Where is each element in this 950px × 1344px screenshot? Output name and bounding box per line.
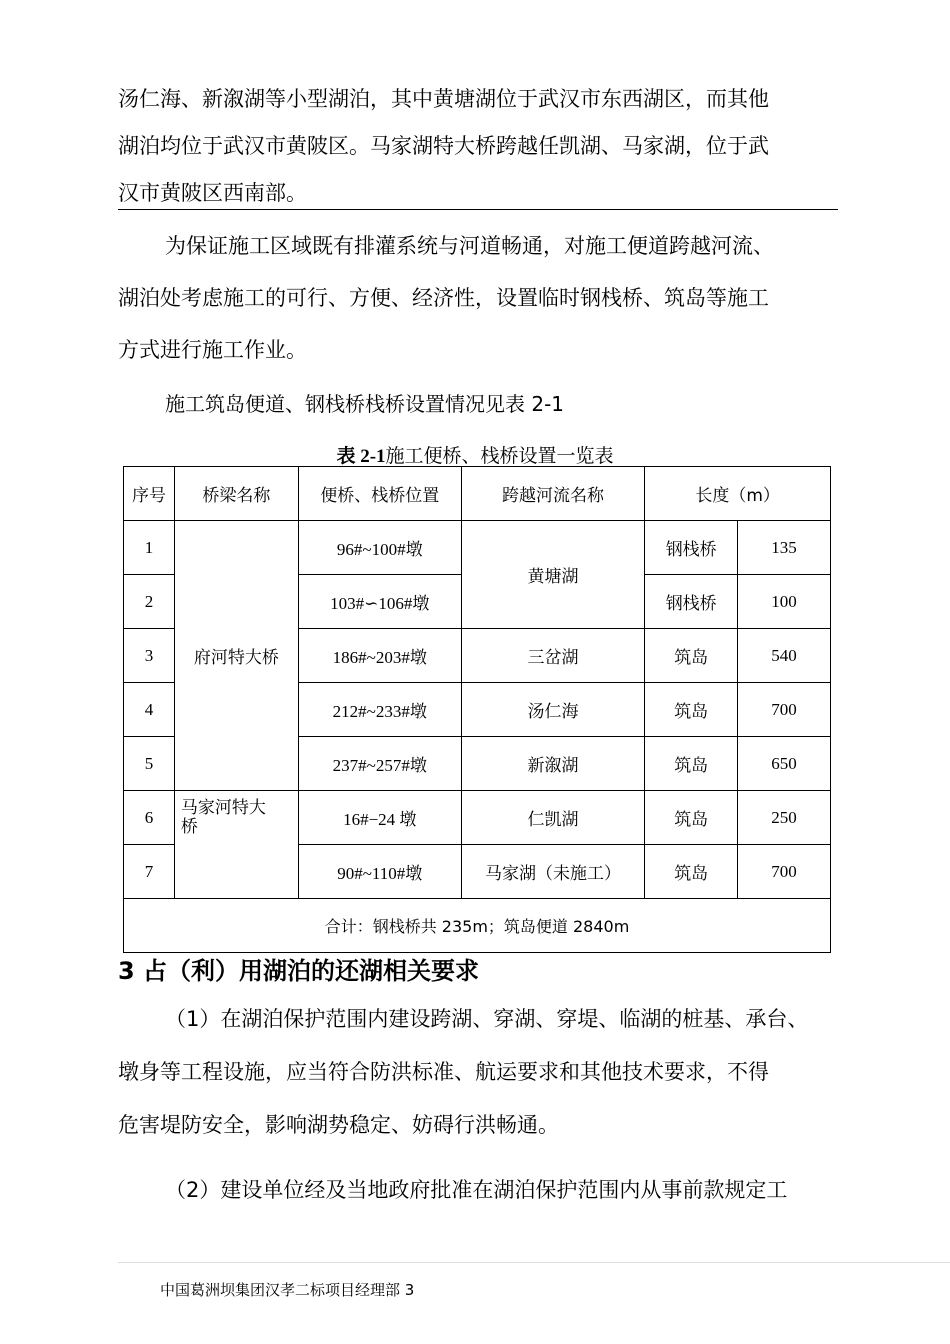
header-length: 长度（m） [645,467,831,521]
cell-bridge-majia [174,791,298,845]
para2-line-1: 为保证施工区域既有排灌系统与河道畅通，对施工便道跨越河流、 [165,234,774,258]
table-row [124,521,831,575]
intro-line-1: 汤仁海、新溆湖等小型湖泊，其中黄塘湖位于武汉市东西湖区，而其他 [118,87,769,111]
cell-river: 马家湖（未施工） [461,845,645,899]
cell-no: 7 [124,845,175,899]
cell-position: 16#−24 墩 [298,791,461,845]
cell-length: 100 [738,575,831,629]
section-heading: 3 占（利）用湖泊的还湖相关要求 [118,957,480,985]
cell-bridge-empty [174,845,298,899]
cell-length: 250 [738,791,831,845]
cell-river: 仁凯湖 [461,791,645,845]
table-header-row [124,467,831,521]
cell-type: 筑岛 [645,845,738,899]
cell-type: 筑岛 [645,791,738,845]
table-caption [0,441,950,468]
cell-type: 钢栈桥 [645,521,738,575]
item1-line-2: 墩身等工程设施，应当符合防洪标准、航运要求和其他技术要求，不得 [118,1060,769,1084]
cell-type: 筑岛 [645,629,738,683]
bridge-table [123,466,831,953]
item1-line-1: （1）在湖泊保护范围内建设跨湖、穿湖、穿堤、临湖的桩基、承台、 [165,1007,809,1031]
cell-no: 2 [124,575,175,629]
cell-bridge-fuhe: 府河特大桥 [174,521,298,791]
cell-river: 新溆湖 [461,737,645,791]
cell-river-huangtang: 黄塘湖 [461,521,645,629]
cell-position: 186#~203#墩 [298,629,461,683]
cell-no: 1 [124,521,175,575]
cell-length: 135 [738,521,831,575]
cell-length: 650 [738,737,831,791]
cell-position: 103#∽106#墩 [298,575,461,629]
cell-river: 三岔湖 [461,629,645,683]
cell-river: 汤仁海 [461,683,645,737]
table-caption-text: 施工便桥、栈桥设置一览表 [385,446,614,467]
item1-line-3: 危害堤防安全，影响湖势稳定、妨碍行洪畅通。 [118,1113,559,1137]
cell-no: 6 [124,791,175,845]
table-reference: 施工筑岛便道、钢栈桥栈桥设置情况见表 2-1 [165,392,565,416]
cell-no: 4 [124,683,175,737]
cell-length: 700 [738,845,831,899]
divider [118,209,838,210]
header-position: 便桥、栈桥位置 [298,467,461,521]
footer-divider [118,1262,950,1263]
cell-type: 筑岛 [645,737,738,791]
table-row [124,791,831,845]
intro-line-2: 湖泊均位于武汉市黄陂区。马家湖特大桥跨越任凯湖、马家湖，位于武 [118,134,769,158]
header-no: 序号 [124,467,175,521]
cell-no: 5 [124,737,175,791]
cell-type: 钢栈桥 [645,575,738,629]
header-bridge: 桥梁名称 [174,467,298,521]
cell-position: 96#~100#墩 [298,521,461,575]
table-row [124,845,831,899]
cell-total: 合计：钢栈桥共 235m；筑岛便道 2840m [124,899,831,953]
para2-line-2: 湖泊处考虑施工的可行、方便、经济性，设置临时钢栈桥、筑岛等施工 [118,286,769,310]
cell-position: 90#~110#墩 [298,845,461,899]
para2-line-3: 方式进行施工作业。 [118,338,307,362]
bridge-majia-label: 马家河特大桥 [180,797,266,837]
cell-length: 540 [738,629,831,683]
page-footer: 中国葛洲坝集团汉孝二标项目经理部 3 [160,1281,415,1299]
item2-line-1: （2）建设单位经及当地政府批准在湖泊保护范围内从事前款规定工 [165,1178,788,1202]
cell-length: 700 [738,683,831,737]
intro-line-3: 汉市黄陂区西南部。 [118,181,307,205]
cell-no: 3 [124,629,175,683]
table-caption-number: 表 2-1 [336,446,386,467]
table-total-row [124,899,831,953]
header-river: 跨越河流名称 [461,467,645,521]
cell-position: 212#~233#墩 [298,683,461,737]
cell-position: 237#~257#墩 [298,737,461,791]
cell-type: 筑岛 [645,683,738,737]
